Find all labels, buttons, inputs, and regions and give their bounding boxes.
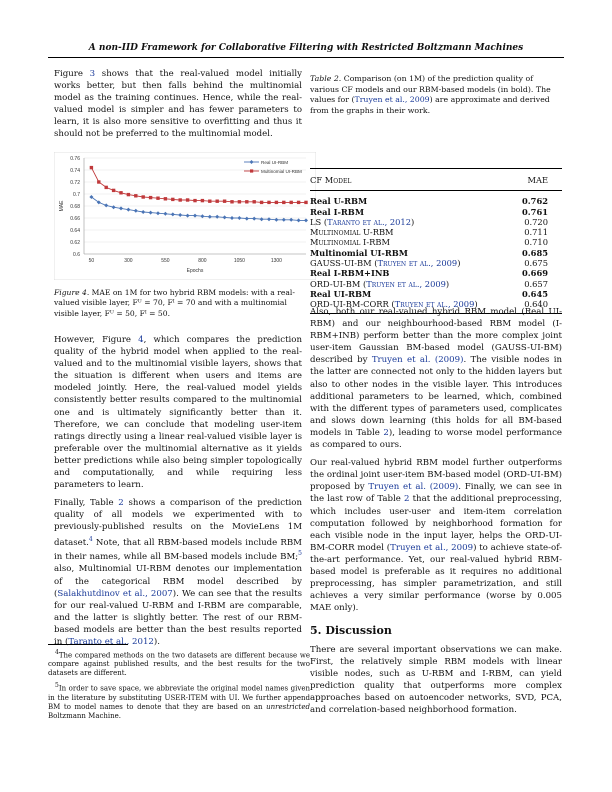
running-title: A non-IID Framework for Collaborative Filtering with Restricted Boltzmann Machines <box>88 43 524 53</box>
cell-model: GAUSS-UI-BM (Truyen et al., 2009) <box>310 258 461 269</box>
citation-link[interactable]: Salakhutdinov et al., 2007 <box>57 588 173 599</box>
table-row <box>310 191 562 207</box>
y-tick-label: 0.72 <box>70 180 80 186</box>
figure-ref-link[interactable]: 3 <box>89 69 96 79</box>
citation-link[interactable]: Truyen et al., 2009 <box>366 278 446 289</box>
citation-link[interactable]: Truyen et al., 2009 <box>354 95 430 105</box>
legend-label: Multinomial UI-RBM <box>261 168 302 174</box>
table-row <box>310 258 562 268</box>
cell-mae: 0.657 <box>524 278 548 289</box>
footnote: $^4$The compared methods on the two datasets are different because we compare against published results, and the best results for the two datasets are different. <box>48 649 310 678</box>
right-column-body <box>310 306 562 620</box>
citation-link[interactable]: Truyen et al. (2009) <box>371 355 464 366</box>
paragraph: Figure 3 shows that the real-valued model initially works better, but then falls behind the multinomial model as the training continues. Hence, while the real-valued model is simpler and has fewer parameters to learn, it is also more sensitive to overfitting and thus it should not be preferred to the multinomial model. <box>54 69 302 140</box>
table-caption: Table 2. Comparison (on 1M) of the prediction quality of various CF models and our RBM-based models (in bold). The values for (Truyen et al., 2009) are approximate and derived from the graphs in their work. <box>310 74 551 115</box>
paragraph: Also, both our real-valued hybrid RBM model (Real UI-RBM) and our neighbourhood-based RBM model (I-RBM+INB) perform better than the more complex joint user-item Gaussian BM-based model (GAUSS-UI-BM) described by Truyen et al. (2009). The visible nodes in the latter are connected not only to the hidden layers but also to other nodes in the visible layer. This introduces additional parameters to be learned, which, combined with the different types of parameters used, complicates and slows down learning (this holds for all BM-based models in Table 2), leading to worse model performance as compared to ours. <box>310 307 563 451</box>
header-mae: MAE <box>513 169 562 191</box>
discussion-body <box>310 644 562 723</box>
left-column-body <box>54 334 302 654</box>
comparison-table <box>310 168 562 314</box>
data-point <box>127 193 130 196</box>
data-point <box>275 201 278 204</box>
y-tick-label: 0.6 <box>73 252 80 258</box>
citation-link[interactable]: Truyen et al., 2009 <box>377 258 458 269</box>
y-tick-label: 0.64 <box>70 228 80 234</box>
cell-model: Real U-RBM <box>310 191 513 207</box>
x-axis-label: Epochs <box>186 268 204 274</box>
paragraph: There are several important observations we can make. First, the relatively simple RBM models with linear visible nodes, such as U-RBM and I-RBM, can yield prediction quality that outperforms more complex approaches based on autoencoder networks, SVD, PCA, and correlation-based neighborhood formation. <box>310 645 562 716</box>
paragraph: However, Figure 4, which compares the prediction quality of the hybrid model when applied to the real-valued and to the multinomial visible layers, shows that the situation is different when users and items are modeled jointly. Here, the real-valued model yields consistently better results compared to the multinomial one and is ultimately significantly better than it. Therefore, we can conclude that modeling user-item ratings directly using a linear real-valued visible layer is preferable over the multinomial alternative as it yields better predictions while also being simpler topologically and computationally, and while requiring less parameters to learn. <box>54 335 302 491</box>
data-point <box>134 194 137 197</box>
header-rule <box>48 57 564 58</box>
cell-model: Multinomial U-RBM <box>310 227 394 238</box>
table-row <box>310 237 562 247</box>
table-header-row <box>310 169 562 191</box>
data-point <box>90 166 93 169</box>
data-point <box>164 197 167 200</box>
data-point <box>119 191 122 194</box>
data-point <box>282 201 285 204</box>
table-ref-link[interactable]: 2 <box>383 427 389 438</box>
footnote: $^5$In order to save space, we abbreviate the original model names given in the literature by substituting USER-ITEM with UI. We further append BM to model names to denote that they are based on an unrestricted Boltzmann Machine. <box>48 682 310 720</box>
cell-mae: 0.710 <box>524 237 548 248</box>
footnote-rule <box>48 644 128 645</box>
data-point <box>230 200 233 203</box>
data-point <box>149 196 152 199</box>
x-tick-label: 50 <box>88 258 95 264</box>
cell-model: Real UI-RBM <box>310 288 372 299</box>
cell-model: Multinomial UI-RBM <box>310 247 408 258</box>
cell-model: Multinomial I-RBM <box>310 237 390 248</box>
legend-marker <box>250 169 253 172</box>
data-point <box>208 200 211 203</box>
table-ref-link[interactable]: 2 <box>404 494 410 505</box>
data-point <box>179 198 182 201</box>
footnote-ref[interactable]: 4 <box>88 535 93 543</box>
citation-link[interactable]: Taranto et al., 2012 <box>68 636 154 647</box>
paragraph: Finally, Table 2 shows a comparison of the prediction quality of all models we experimented with to previously-published results on the MovieLens 1M dataset.$^4$ Note, that all RBM-based models include RBM in their names, while all BM-based models include BM;$^5$ also, Multinomial UI-RBM denotes our implementation of the categorical RBM model described by (Salakhutdinov et al., 2007). We can see that the results for our real-valued U-RBM and I-RBM are comparable, and the latter is slightly better. The rest of our RBM-based models are better than the best results reported in (Taranto et al., 2012). <box>54 498 302 647</box>
mae-chart <box>54 152 316 280</box>
data-point <box>290 201 293 204</box>
y-tick-label: 0.68 <box>70 204 80 210</box>
table-row <box>310 227 562 237</box>
table-row <box>310 248 562 258</box>
data-point <box>223 200 226 203</box>
citation-link[interactable]: Taranto et al., 2012 <box>327 216 411 227</box>
header-cf-model: CF Model <box>310 169 513 191</box>
cell-mae: 0.685 <box>522 247 548 258</box>
x-tick-label: 1300 <box>270 258 282 264</box>
table-row <box>310 289 562 299</box>
y-tick-label: 0.76 <box>70 156 80 162</box>
data-point <box>193 199 196 202</box>
data-point <box>267 201 270 204</box>
x-tick-label: 800 <box>198 258 207 264</box>
data-point <box>260 201 263 204</box>
cell-mae: 0.761 <box>522 206 548 217</box>
data-point <box>171 198 174 201</box>
data-point <box>253 200 256 203</box>
data-point <box>201 199 204 202</box>
x-tick-label: 300 <box>124 258 133 264</box>
cell-model: ORD-UI-BM (Truyen et al., 2009) <box>310 278 450 289</box>
footnote-ref[interactable]: 5 <box>298 550 302 558</box>
cell-mae: 0.675 <box>524 258 548 269</box>
data-point <box>238 200 241 203</box>
y-tick-label: 0.66 <box>70 216 80 222</box>
y-tick-label: 0.7 <box>73 192 80 198</box>
data-point <box>97 180 100 183</box>
cell-model: ORD-UI-BM-CORR (Truyen et al., 2009) <box>310 299 513 313</box>
data-point <box>245 200 248 203</box>
y-tick-label: 0.74 <box>70 168 80 174</box>
data-point <box>105 186 108 189</box>
figure-ref-link[interactable]: 4 <box>138 335 144 345</box>
cell-model: Real I-RBM <box>310 206 365 217</box>
cell-mae: 0.762 <box>513 191 562 207</box>
table-row <box>310 268 562 278</box>
cell-mae: 0.669 <box>522 268 548 279</box>
data-point <box>186 198 189 201</box>
data-point <box>142 195 145 198</box>
section-heading: 5. Discussion <box>310 624 392 637</box>
paragraph: Our real-valued hybrid RBM model further outperforms the ordinal joint user-item BM-based model (ORD-UI-BM) proposed by Truyen et al. (2009). Finally, we can see in the last row of Table 2 that the additional preprocessing, which includes user-user and item-item correlation computation followed by neighborhood formation for each visible node in the input layer, helps the ORD-UI-BM-CORR model (Truyen et al., 2009) to achieve state-of-the-art performance. Yet, our real-valued hybrid RBM-based model is preferable as it requires no additional preprocessing, has simpler parametrization, and still achieves a very similar performance (worse by 0.005 MAE only). <box>310 458 563 614</box>
x-tick-label: 1050 <box>233 258 245 264</box>
y-axis-label: MAE <box>59 200 65 212</box>
table-row <box>310 279 562 289</box>
cell-model: LS (Taranto et al., 2012) <box>310 216 415 227</box>
table-row <box>310 217 562 227</box>
table-row <box>310 207 562 217</box>
left-column-top <box>54 68 302 147</box>
table-ref-link[interactable]: 2 <box>118 498 124 509</box>
cell-mae: 0.711 <box>524 227 548 238</box>
y-tick-label: 0.62 <box>70 240 80 246</box>
x-tick-label: 550 <box>161 258 170 264</box>
data-point <box>112 189 115 192</box>
cell-mae: 0.720 <box>524 216 548 227</box>
data-point <box>156 197 159 200</box>
footnotes <box>48 648 310 724</box>
data-point <box>304 201 307 204</box>
legend-label: Real UI-RBM <box>261 159 289 165</box>
cell-mae: 0.645 <box>522 288 548 299</box>
citation-link[interactable]: Truyen et al. (2009) <box>368 482 459 493</box>
citation-link[interactable]: Truyen et al., 2009 <box>394 299 475 310</box>
data-point <box>297 201 300 204</box>
cell-mae: 0.640 <box>513 299 562 313</box>
citation-link[interactable]: Truyen et al., 2009 <box>390 542 474 553</box>
data-point <box>216 200 219 203</box>
figure-caption: Figure 4. MAE on 1M for two hybrid RBM models: with a real-valued visible layer, Fᵁ = 70, Fᴵ = 70 and with a multinomial visible layer, Fᵁ = 50, Fᴵ = 50. <box>54 288 295 318</box>
cell-model: Real I-RBM+INB <box>310 268 390 279</box>
